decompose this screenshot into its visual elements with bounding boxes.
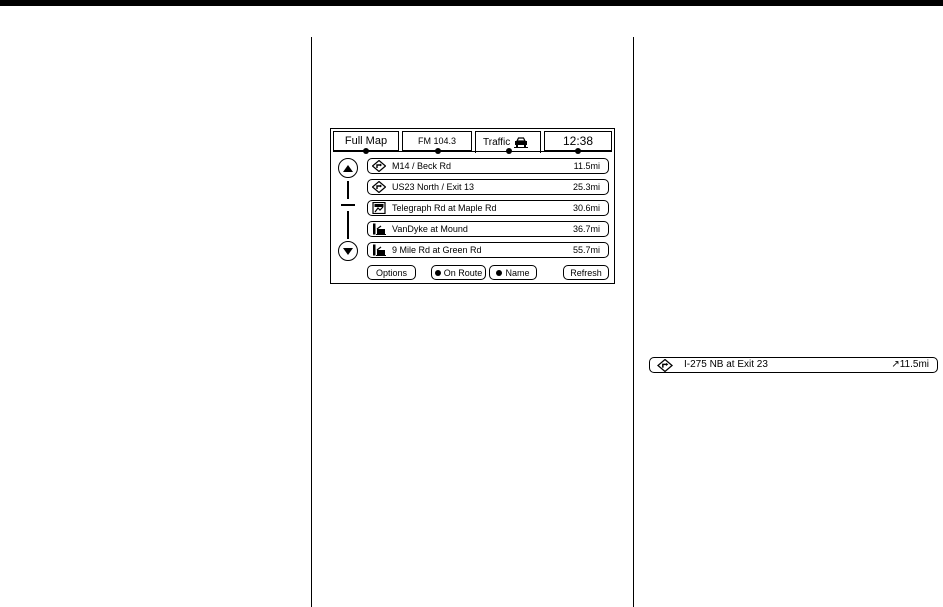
on-route-button[interactable] (431, 265, 486, 280)
traffic-item-label: Telegraph Rd at Maple Rd (392, 203, 497, 213)
on-route-button-label: On Route (443, 267, 483, 278)
tab-baseline (333, 151, 612, 152)
traffic-item-label: US23 North / Exit 13 (392, 182, 475, 192)
traffic-item-distance: 30.6mi (572, 203, 600, 213)
traffic-list-item[interactable] (367, 179, 609, 195)
traffic-detail-distance: ↗11.5mi (891, 359, 929, 370)
highway-diamond-icon (657, 359, 673, 372)
options-button-label: Options (375, 267, 408, 278)
tab-full-map-label: Full Map (344, 135, 388, 147)
traffic-screen (330, 128, 615, 284)
triangle-down-icon (343, 248, 353, 255)
traffic-item-distance: 11.5mi (573, 161, 600, 171)
clock-label: 12:38 (562, 134, 594, 148)
traffic-detail-label: I-275 NB at Exit 23 (684, 359, 768, 370)
construction-sign-icon (372, 202, 386, 214)
scroll-up-button[interactable] (338, 158, 358, 178)
triangle-up-icon (343, 165, 353, 172)
tab-traffic-label: Traffic (483, 137, 511, 148)
traffic-item-label: M14 / Beck Rd (392, 161, 452, 171)
refresh-button[interactable] (563, 265, 609, 280)
name-sort-button[interactable] (489, 265, 537, 280)
column-divider-left (311, 37, 312, 607)
radio-dot-icon (496, 270, 502, 276)
traffic-detail-item[interactable] (649, 357, 938, 373)
traffic-list-item[interactable] (367, 200, 609, 216)
options-button[interactable] (367, 265, 416, 280)
highway-diamond-icon (372, 181, 386, 193)
tab-fm-station-label: FM 104.3 (417, 136, 457, 146)
name-sort-button-label: Name (505, 267, 530, 278)
traffic-item-distance: 36.7mi (572, 224, 600, 234)
column-divider-right (633, 37, 634, 607)
traffic-list-item[interactable] (367, 242, 609, 258)
traffic-list-item[interactable] (367, 221, 609, 237)
traffic-item-distance: 25.3mi (572, 182, 600, 192)
radio-dot-icon (435, 270, 441, 276)
tab-indicator-dot (575, 148, 581, 154)
tab-indicator-dot-active (506, 148, 512, 154)
refresh-button-label: Refresh (570, 267, 602, 278)
tab-indicator-dot (435, 148, 441, 154)
car-icon (514, 137, 528, 148)
scroll-thumb[interactable] (341, 204, 355, 206)
road-work-sign-icon (372, 244, 386, 256)
scroll-track-lower (347, 211, 349, 239)
tab-indicator-dot (363, 148, 369, 154)
highway-diamond-icon (372, 160, 386, 172)
scroll-down-button[interactable] (338, 241, 358, 261)
scroll-track-upper (347, 181, 349, 199)
top-rule (0, 0, 943, 6)
traffic-item-label: 9 Mile Rd at Green Rd (392, 245, 482, 255)
traffic-list-item[interactable] (367, 158, 609, 174)
traffic-item-distance: 55.7mi (572, 245, 600, 255)
traffic-item-label: VanDyke at Mound (392, 224, 468, 234)
road-work-sign-icon (372, 223, 386, 235)
